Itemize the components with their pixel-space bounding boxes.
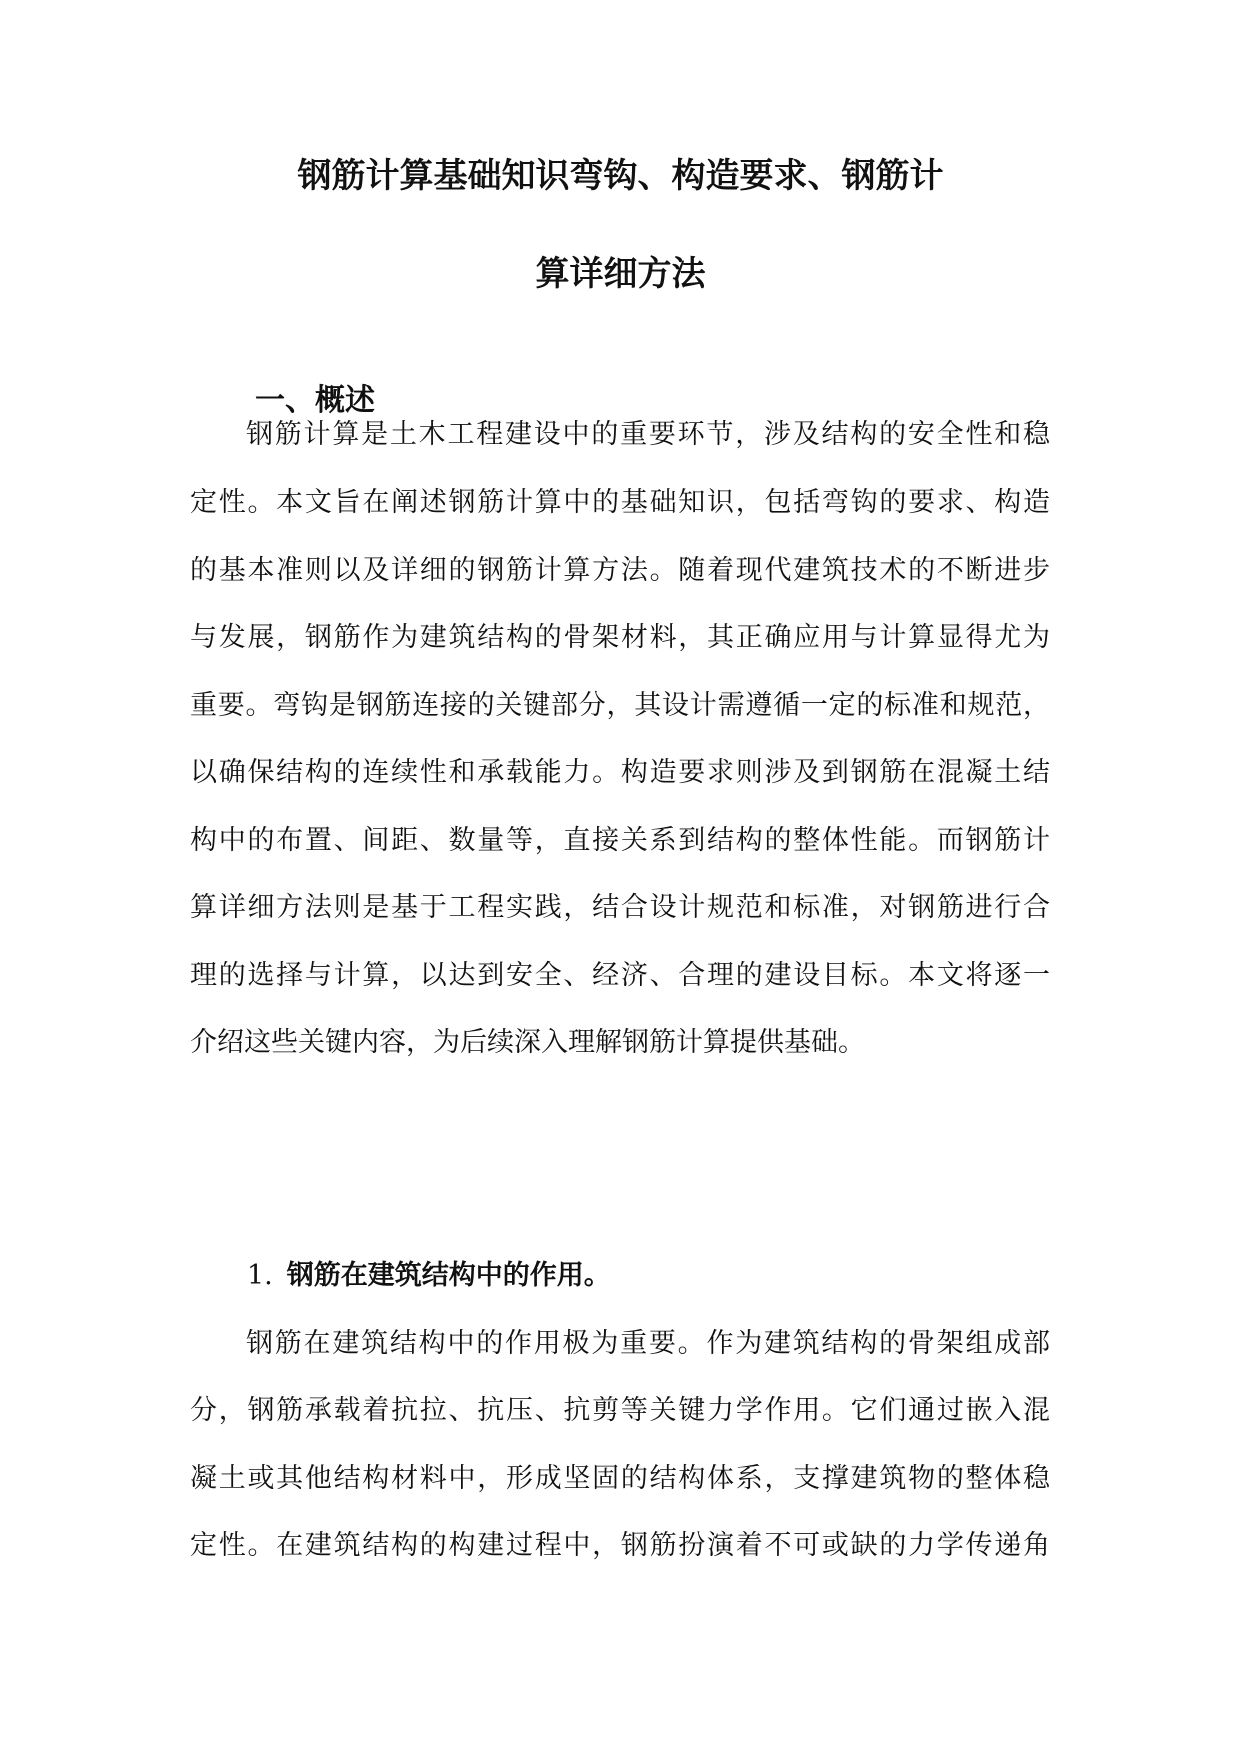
paragraph-line: 钢筋计算是土木工程建设中的重要环节，涉及结构的安全性和稳 xyxy=(246,419,1050,450)
paragraph-line: 分，钢筋承载着抗拉、抗压、抗剪等关键力学作用。它们通过嵌入混 xyxy=(190,1395,1050,1426)
document-title-line-2: 算详细方法 xyxy=(535,254,706,294)
paragraph-line: 定性。在建筑结构的构建过程中，钢筋扮演着不可或缺的力学传递角 xyxy=(190,1530,1050,1561)
paragraph-line: 介绍这些关键内容，为后续深入理解钢筋计算提供基础。 xyxy=(190,1027,865,1058)
section-heading-overview: 一、概述 xyxy=(255,383,375,418)
subsection-heading xyxy=(247,1256,611,1296)
paragraph-line: 定性。本文旨在阐述钢筋计算中的基础知识，包括弯钩的要求、构造 xyxy=(190,487,1050,518)
paragraph-line: 算详细方法则是基于工程实践，结合设计规范和标准，对钢筋进行合 xyxy=(190,892,1050,923)
paragraph-line: 构中的布置、间距、数量等，直接关系到结构的整体性能。而钢筋计 xyxy=(190,825,1050,856)
subsection-title: 钢筋在建筑结构中的作用。 xyxy=(286,1260,611,1291)
paragraph-line: 与发展，钢筋作为建筑结构的骨架材料，其正确应用与计算显得尤为 xyxy=(190,622,1050,653)
paragraph-line: 钢筋在建筑结构中的作用极为重要。作为建筑结构的骨架组成部 xyxy=(246,1328,1050,1359)
paragraph-line: 以确保结构的连续性和承载能力。构造要求则涉及到钢筋在混凝土结 xyxy=(190,757,1050,788)
paragraph-line: 的基本准则以及详细的钢筋计算方法。随着现代建筑技术的不断进步 xyxy=(190,555,1050,586)
paragraph-line: 凝土或其他结构材料中，形成坚固的结构体系，支撑建筑物的整体稳 xyxy=(190,1463,1050,1494)
subsection-number: 1. xyxy=(247,1260,273,1291)
paragraph-line: 理的选择与计算，以达到安全、经济、合理的建设目标。本文将逐一 xyxy=(190,960,1050,991)
paragraph-line: 重要。弯钩是钢筋连接的关键部分，其设计需遵循一定的标准和规范， xyxy=(190,690,1050,721)
document-title-line-1: 钢筋计算基础知识弯钩、构造要求、钢筋计 xyxy=(297,156,944,196)
